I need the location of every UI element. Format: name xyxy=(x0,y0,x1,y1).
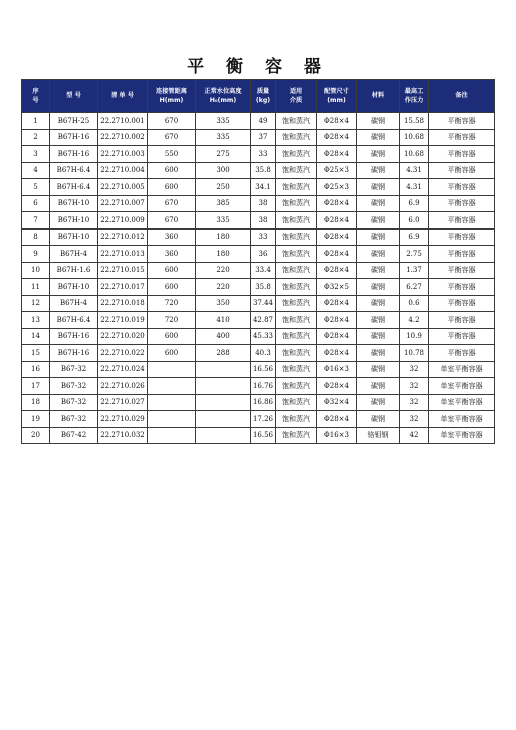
cell-seq: 5 xyxy=(22,179,50,196)
column-header-model xyxy=(50,80,98,113)
cell-medium: 饱和蒸汽 xyxy=(276,411,317,428)
cell-pressure: 32 xyxy=(400,411,429,428)
cell-mass: 16.76 xyxy=(251,378,276,395)
cell-medium: 饱和蒸汽 xyxy=(276,162,317,179)
cell-pipe: Φ16×3 xyxy=(317,361,357,378)
cell-remark: 平衡容器 xyxy=(429,162,495,179)
cell-material: 碳钢 xyxy=(357,113,400,130)
table-row xyxy=(22,246,495,263)
cell-mass: 36 xyxy=(251,246,276,263)
cell-code: 22.2710.019 xyxy=(98,312,148,329)
cell-model: B67H-4 xyxy=(50,246,98,263)
cell-h xyxy=(148,378,196,395)
cell-material: 碳钢 xyxy=(357,179,400,196)
cell-pipe: Φ28×4 xyxy=(317,129,357,146)
cell-h: 550 xyxy=(148,146,196,163)
cell-medium: 饱和蒸汽 xyxy=(276,378,317,395)
cell-h0: 400 xyxy=(196,328,251,345)
column-header-line: 适用 xyxy=(289,87,303,95)
cell-remark: 单室平衡容器 xyxy=(429,394,495,411)
cell-seq: 11 xyxy=(22,279,50,296)
cell-remark: 平衡容器 xyxy=(429,113,495,130)
cell-h0: 220 xyxy=(196,279,251,296)
cell-model: B67-32 xyxy=(50,378,98,395)
cell-medium: 饱和蒸汽 xyxy=(276,427,317,444)
table-row xyxy=(22,146,495,163)
cell-medium: 饱和蒸汽 xyxy=(276,129,317,146)
column-header-line: (kg) xyxy=(255,97,271,104)
column-header-mass xyxy=(251,80,276,113)
column-header-line: 序 xyxy=(32,87,39,95)
column-header-medium xyxy=(276,80,317,113)
cell-code: 22.2710.027 xyxy=(98,394,148,411)
cell-h0: 180 xyxy=(196,229,251,246)
cell-remark: 单室平衡容器 xyxy=(429,378,495,395)
cell-medium: 饱和蒸汽 xyxy=(276,361,317,378)
cell-h0: 180 xyxy=(196,246,251,263)
cell-medium: 饱和蒸汽 xyxy=(276,195,317,212)
column-header-line: 清 单 号 xyxy=(111,92,134,100)
cell-h xyxy=(148,394,196,411)
column-header-line: 型 号 xyxy=(66,92,81,100)
cell-pipe: Φ32×5 xyxy=(317,279,357,296)
cell-h: 600 xyxy=(148,279,196,296)
cell-h xyxy=(148,411,196,428)
column-header-line: 材料 xyxy=(371,92,385,100)
column-header-line: 正常水位高度 xyxy=(204,87,242,95)
cell-material: 碳钢 xyxy=(357,129,400,146)
cell-h0: 335 xyxy=(196,113,251,130)
cell-medium: 饱和蒸汽 xyxy=(276,212,317,229)
cell-seq: 4 xyxy=(22,162,50,179)
cell-h0: 385 xyxy=(196,195,251,212)
cell-remark: 单室平衡容器 xyxy=(429,427,495,444)
cell-model: B67H-1.6 xyxy=(50,262,98,279)
table-row xyxy=(22,328,495,345)
cell-code: 22.2710.012 xyxy=(98,229,148,246)
cell-medium: 饱和蒸汽 xyxy=(276,295,317,312)
cell-mass: 38 xyxy=(251,195,276,212)
column-header-seq xyxy=(22,80,50,113)
table-row xyxy=(22,394,495,411)
cell-medium: 饱和蒸汽 xyxy=(276,328,317,345)
cell-pressure: 32 xyxy=(400,378,429,395)
cell-model: B67H-4 xyxy=(50,295,98,312)
cell-model: B67-32 xyxy=(50,411,98,428)
cell-pipe: Φ28×4 xyxy=(317,262,357,279)
cell-medium: 饱和蒸汽 xyxy=(276,312,317,329)
cell-pipe: Φ28×4 xyxy=(317,295,357,312)
column-header-line: 号 xyxy=(32,97,39,104)
cell-model: B67H-25 xyxy=(50,113,98,130)
cell-pressure: 10.68 xyxy=(400,129,429,146)
cell-mass: 16.86 xyxy=(251,394,276,411)
cell-model: B67H-6.4 xyxy=(50,162,98,179)
cell-h xyxy=(148,427,196,444)
cell-remark: 平衡容器 xyxy=(429,212,495,229)
cell-material: 碳钢 xyxy=(357,229,400,246)
column-header-line: 连接管距离 xyxy=(156,87,187,95)
cell-model: B67-32 xyxy=(50,394,98,411)
cell-code: 22.2710.032 xyxy=(98,427,148,444)
cell-pressure: 4.2 xyxy=(400,312,429,329)
cell-code: 22.2710.017 xyxy=(98,279,148,296)
cell-material: 碳钢 xyxy=(357,394,400,411)
cell-model: B67H-6.4 xyxy=(50,179,98,196)
cell-seq: 9 xyxy=(22,246,50,263)
cell-model: B67H-16 xyxy=(50,328,98,345)
cell-pressure: 10.9 xyxy=(400,328,429,345)
cell-medium: 饱和蒸汽 xyxy=(276,262,317,279)
table-row xyxy=(22,229,495,246)
cell-seq: 12 xyxy=(22,295,50,312)
cell-remark: 平衡容器 xyxy=(429,328,495,345)
column-header-pipe xyxy=(317,80,357,113)
cell-pressure: 6.27 xyxy=(400,279,429,296)
cell-h0 xyxy=(196,361,251,378)
cell-mass: 16.56 xyxy=(251,361,276,378)
cell-mass: 37.44 xyxy=(251,295,276,312)
cell-material: 碳钢 xyxy=(357,312,400,329)
column-header-line: 备注 xyxy=(455,92,468,100)
cell-medium: 饱和蒸汽 xyxy=(276,113,317,130)
cell-medium: 饱和蒸汽 xyxy=(276,179,317,196)
cell-pressure: 10.78 xyxy=(400,345,429,362)
cell-h: 670 xyxy=(148,129,196,146)
cell-code: 22.2710.002 xyxy=(98,129,148,146)
cell-code: 22.2710.003 xyxy=(98,146,148,163)
cell-pipe: Φ28×4 xyxy=(317,229,357,246)
cell-h0: 410 xyxy=(196,312,251,329)
column-header-h0 xyxy=(196,80,251,113)
cell-pressure: 4.31 xyxy=(400,162,429,179)
cell-h0 xyxy=(196,378,251,395)
cell-remark: 平衡容器 xyxy=(429,179,495,196)
cell-code: 22.2710.005 xyxy=(98,179,148,196)
cell-pipe: Φ32×4 xyxy=(317,394,357,411)
cell-h0: 220 xyxy=(196,262,251,279)
cell-seq: 19 xyxy=(22,411,50,428)
table-row xyxy=(22,295,495,312)
cell-h0 xyxy=(196,427,251,444)
cell-code: 22.2710.020 xyxy=(98,328,148,345)
cell-mass: 38 xyxy=(251,212,276,229)
cell-seq: 8 xyxy=(22,229,50,246)
cell-seq: 10 xyxy=(22,262,50,279)
cell-remark: 平衡容器 xyxy=(429,279,495,296)
cell-pipe: Φ28×4 xyxy=(317,312,357,329)
cell-code: 22.2710.022 xyxy=(98,345,148,362)
column-header-line: 最高工 xyxy=(404,87,424,95)
column-header-h xyxy=(148,80,196,113)
cell-material: 碳钢 xyxy=(357,361,400,378)
cell-mass: 16.56 xyxy=(251,427,276,444)
cell-seq: 18 xyxy=(22,394,50,411)
cell-model: B67H-6.4 xyxy=(50,312,98,329)
cell-remark: 平衡容器 xyxy=(429,129,495,146)
column-header-line: H(mm) xyxy=(159,97,184,104)
cell-material: 碳钢 xyxy=(357,345,400,362)
cell-remark: 平衡容器 xyxy=(429,295,495,312)
cell-remark: 单室平衡容器 xyxy=(429,411,495,428)
cell-remark: 平衡容器 xyxy=(429,262,495,279)
cell-seq: 7 xyxy=(22,212,50,229)
cell-material: 碳钢 xyxy=(357,411,400,428)
cell-medium: 饱和蒸汽 xyxy=(276,394,317,411)
cell-h0: 335 xyxy=(196,129,251,146)
cell-pipe: Φ28×4 xyxy=(317,411,357,428)
cell-h: 360 xyxy=(148,246,196,263)
cell-material: 碳钢 xyxy=(357,295,400,312)
cell-medium: 饱和蒸汽 xyxy=(276,246,317,263)
cell-seq: 3 xyxy=(22,146,50,163)
table-row xyxy=(22,279,495,296)
table-row xyxy=(22,195,495,212)
table-row xyxy=(22,162,495,179)
cell-remark: 平衡容器 xyxy=(429,229,495,246)
cell-medium: 饱和蒸汽 xyxy=(276,279,317,296)
column-header-pressure xyxy=(400,80,429,113)
cell-model: B67-42 xyxy=(50,427,98,444)
cell-h: 600 xyxy=(148,345,196,362)
cell-remark: 平衡容器 xyxy=(429,246,495,263)
cell-material: 碳钢 xyxy=(357,162,400,179)
cell-pressure: 1.37 xyxy=(400,262,429,279)
cell-model: B67H-16 xyxy=(50,146,98,163)
cell-pipe: Φ28×4 xyxy=(317,378,357,395)
cell-pressure: 4.31 xyxy=(400,179,429,196)
cell-seq: 14 xyxy=(22,328,50,345)
cell-h0 xyxy=(196,411,251,428)
column-header-remark xyxy=(429,80,495,113)
cell-h: 600 xyxy=(148,162,196,179)
cell-material: 碳钢 xyxy=(357,378,400,395)
cell-pressure: 6.9 xyxy=(400,195,429,212)
cell-model: B67H-16 xyxy=(50,129,98,146)
table-body xyxy=(22,113,495,444)
table-row xyxy=(22,378,495,395)
cell-h0: 350 xyxy=(196,295,251,312)
cell-mass: 49 xyxy=(251,113,276,130)
cell-model: B67H-10 xyxy=(50,212,98,229)
cell-mass: 42.87 xyxy=(251,312,276,329)
cell-mass: 40.3 xyxy=(251,345,276,362)
cell-h: 720 xyxy=(148,295,196,312)
table-row xyxy=(22,411,495,428)
cell-pressure: 15.58 xyxy=(400,113,429,130)
cell-h0: 275 xyxy=(196,146,251,163)
cell-h: 720 xyxy=(148,312,196,329)
cell-h: 360 xyxy=(148,229,196,246)
cell-code: 22.2710.018 xyxy=(98,295,148,312)
cell-material: 碳钢 xyxy=(357,212,400,229)
cell-pressure: 2.75 xyxy=(400,246,429,263)
header-row xyxy=(22,80,495,113)
cell-h: 670 xyxy=(148,113,196,130)
cell-material: 碳钢 xyxy=(357,328,400,345)
cell-mass: 33.4 xyxy=(251,262,276,279)
cell-mass: 33 xyxy=(251,146,276,163)
cell-h0: 288 xyxy=(196,345,251,362)
table-row xyxy=(22,129,495,146)
cell-h: 600 xyxy=(148,262,196,279)
cell-seq: 6 xyxy=(22,195,50,212)
cell-code: 22.2710.001 xyxy=(98,113,148,130)
cell-code: 22.2710.026 xyxy=(98,378,148,395)
cell-seq: 1 xyxy=(22,113,50,130)
table-header xyxy=(22,80,495,113)
cell-h0: 300 xyxy=(196,162,251,179)
cell-medium: 饱和蒸汽 xyxy=(276,146,317,163)
table-row xyxy=(22,262,495,279)
cell-pressure: 6.0 xyxy=(400,212,429,229)
cell-code: 22.2710.024 xyxy=(98,361,148,378)
cell-pipe: Φ28×4 xyxy=(317,328,357,345)
cell-model: B67-32 xyxy=(50,361,98,378)
cell-pipe: Φ28×4 xyxy=(317,246,357,263)
cell-material: 碳钢 xyxy=(357,195,400,212)
cell-material: 碳钢 xyxy=(357,262,400,279)
cell-model: B67H-16 xyxy=(50,345,98,362)
cell-pipe: Φ28×4 xyxy=(317,146,357,163)
column-header-material xyxy=(357,80,400,113)
cell-mass: 17.26 xyxy=(251,411,276,428)
column-header-line: 作压力 xyxy=(404,97,424,104)
cell-h0 xyxy=(196,394,251,411)
table-row xyxy=(22,212,495,229)
cell-mass: 33 xyxy=(251,229,276,246)
cell-remark: 平衡容器 xyxy=(429,312,495,329)
cell-code: 22.2710.013 xyxy=(98,246,148,263)
cell-remark: 单室平衡容器 xyxy=(429,361,495,378)
cell-mass: 45.33 xyxy=(251,328,276,345)
column-header-code xyxy=(98,80,148,113)
cell-model: B67H-10 xyxy=(50,195,98,212)
spec-table xyxy=(21,79,495,444)
table-row xyxy=(22,345,495,362)
cell-code: 22.2710.009 xyxy=(98,212,148,229)
cell-material: 碳钢 xyxy=(357,279,400,296)
cell-material: 碳钢 xyxy=(357,246,400,263)
cell-seq: 13 xyxy=(22,312,50,329)
column-header-line: 质量 xyxy=(256,87,270,95)
cell-material: 碳钢 xyxy=(357,146,400,163)
cell-seq: 15 xyxy=(22,345,50,362)
cell-pressure: 42 xyxy=(400,427,429,444)
cell-pipe: Φ28×4 xyxy=(317,195,357,212)
cell-remark: 平衡容器 xyxy=(429,345,495,362)
cell-mass: 35.8 xyxy=(251,162,276,179)
cell-pressure: 32 xyxy=(400,394,429,411)
cell-seq: 2 xyxy=(22,129,50,146)
cell-code: 22.2710.004 xyxy=(98,162,148,179)
cell-model: B67H-10 xyxy=(50,229,98,246)
cell-pipe: Φ28×4 xyxy=(317,345,357,362)
cell-pipe: Φ25×3 xyxy=(317,162,357,179)
column-header-line: 介质 xyxy=(289,97,303,104)
cell-code: 22.2710.029 xyxy=(98,411,148,428)
cell-pressure: 6.9 xyxy=(400,229,429,246)
cell-remark: 平衡容器 xyxy=(429,195,495,212)
column-header-line: (mm) xyxy=(327,97,346,104)
cell-h: 670 xyxy=(148,195,196,212)
cell-mass: 35.8 xyxy=(251,279,276,296)
cell-pressure: 10.68 xyxy=(400,146,429,163)
cell-mass: 37 xyxy=(251,129,276,146)
cell-model: B67H-10 xyxy=(50,279,98,296)
cell-code: 22.2710.015 xyxy=(98,262,148,279)
cell-h: 600 xyxy=(148,179,196,196)
cell-h: 670 xyxy=(148,212,196,229)
cell-h: 600 xyxy=(148,328,196,345)
cell-pipe: Φ16×3 xyxy=(317,427,357,444)
cell-h0: 335 xyxy=(196,212,251,229)
table-row xyxy=(22,312,495,329)
cell-pipe: Φ28×4 xyxy=(317,113,357,130)
column-header-line: 配管尺寸 xyxy=(324,87,349,95)
cell-h xyxy=(148,361,196,378)
table-row xyxy=(22,427,495,444)
cell-medium: 饱和蒸汽 xyxy=(276,229,317,246)
column-header-line: H₀(mm) xyxy=(209,97,237,104)
cell-seq: 17 xyxy=(22,378,50,395)
cell-pressure: 32 xyxy=(400,361,429,378)
cell-h0: 250 xyxy=(196,179,251,196)
cell-pipe: Φ25×3 xyxy=(317,179,357,196)
cell-material: 铬钼钢 xyxy=(357,427,400,444)
table-row xyxy=(22,113,495,130)
cell-medium: 饱和蒸汽 xyxy=(276,345,317,362)
table-row xyxy=(22,361,495,378)
cell-code: 22.2710.007 xyxy=(98,195,148,212)
cell-pressure: 0.6 xyxy=(400,295,429,312)
cell-remark: 平衡容器 xyxy=(429,146,495,163)
cell-seq: 20 xyxy=(22,427,50,444)
cell-mass: 34.1 xyxy=(251,179,276,196)
page-title: 平 衡 容 器 xyxy=(187,57,329,77)
cell-seq: 16 xyxy=(22,361,50,378)
cell-pipe: Φ28×4 xyxy=(317,212,357,229)
table-row xyxy=(22,179,495,196)
